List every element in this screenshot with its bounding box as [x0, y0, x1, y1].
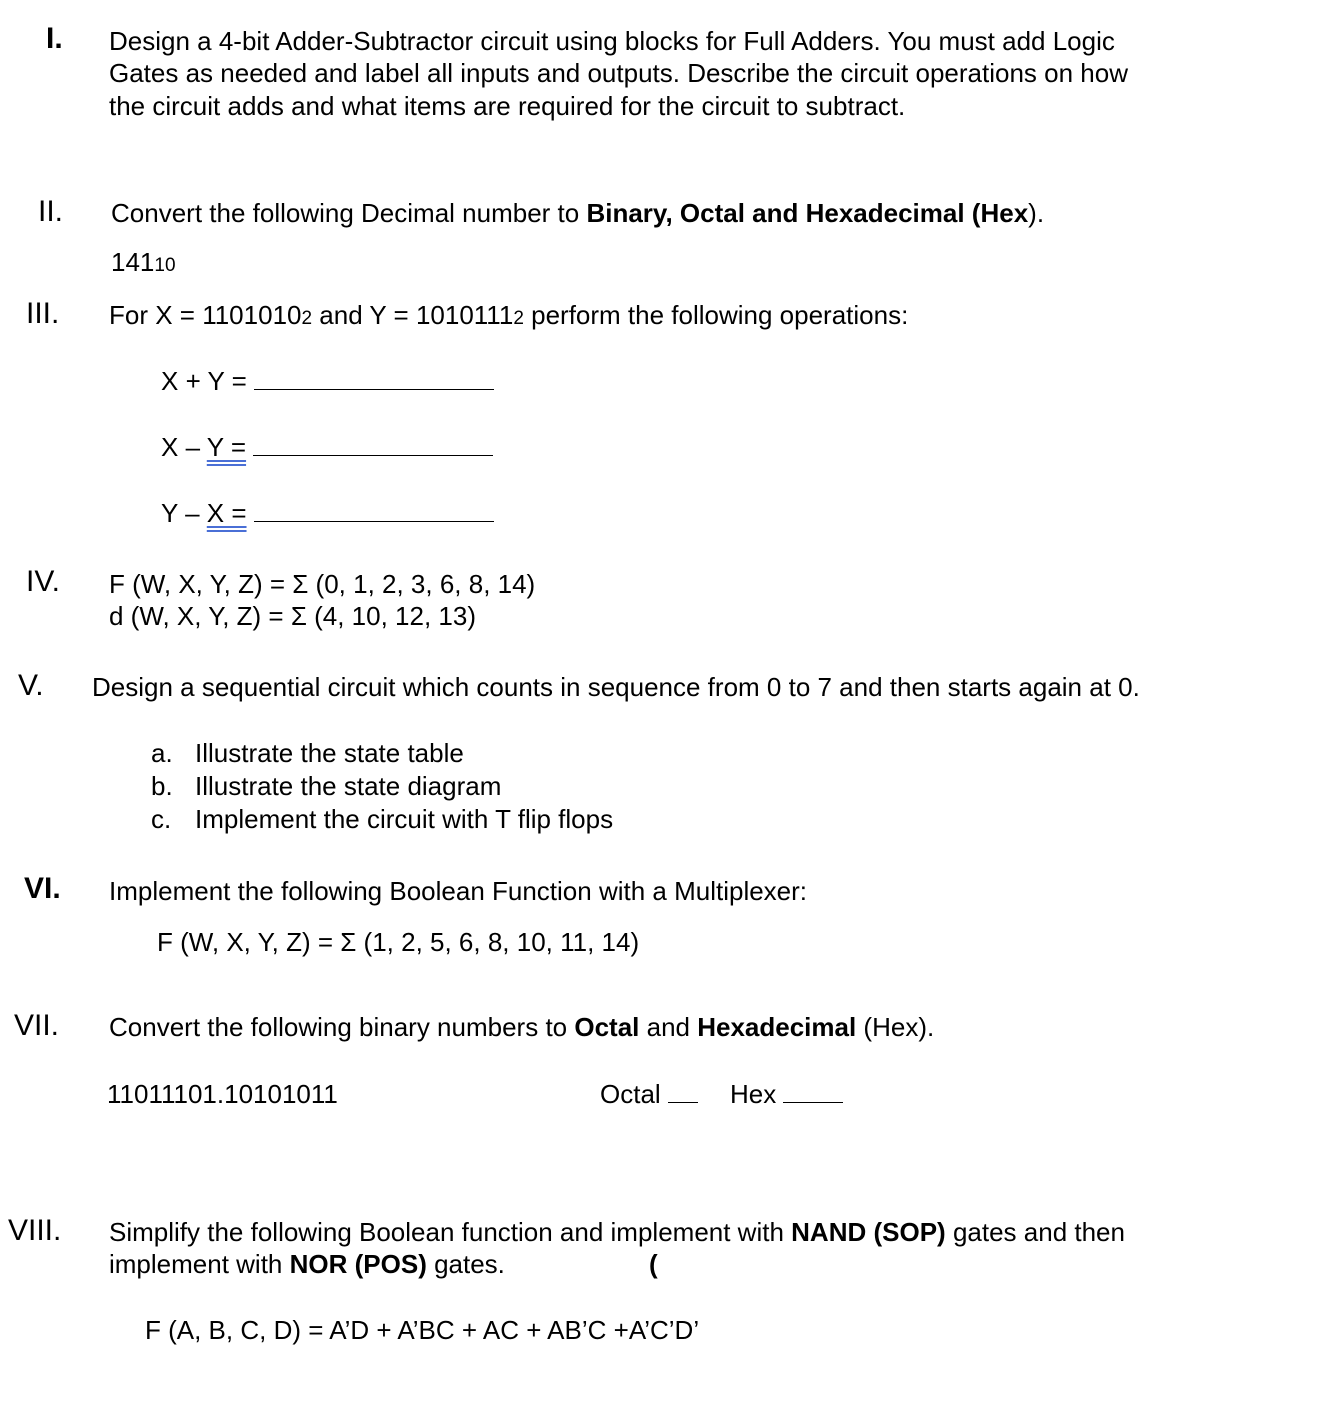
- q5-item-b-text: Illustrate the state diagram: [195, 771, 502, 801]
- q8-l2-b: gates.: [426, 1249, 505, 1279]
- q7-hex-answer-line: [783, 1101, 843, 1103]
- q5-text: Design a sequential circuit which counts in sequence from 0 to 7 and then starts again at 0.: [92, 672, 1140, 702]
- q7-hex-label: Hex: [730, 1079, 777, 1109]
- q8-line-1: [109, 1216, 1125, 1248]
- q7-bold-b: Hexadecimal: [697, 1012, 857, 1042]
- q7-hex: [730, 1078, 843, 1110]
- q8-paren: (: [649, 1249, 658, 1279]
- q8-l1-bold: NAND (SOP): [791, 1217, 946, 1247]
- q7-number: 11011101.10101011: [107, 1079, 338, 1109]
- q5-item-b-marker: b.: [151, 771, 173, 801]
- q7-text-a: Convert the following binary numbers to: [109, 1012, 575, 1042]
- q8-l1-a: Simplify the following Boolean function and implement with: [109, 1217, 792, 1247]
- q5-item-b: [151, 770, 501, 802]
- q5-item-a-text: Illustrate the state table: [195, 738, 464, 768]
- q7-octal-label: Octal: [600, 1079, 661, 1109]
- q3-intro-c: perform the following operations:: [523, 300, 909, 330]
- q3-op3: [161, 497, 494, 529]
- q3-op3-a: Y –: [161, 498, 207, 528]
- q3-base-y: 2: [513, 308, 524, 329]
- q8-l2-bold: NOR (POS): [289, 1249, 427, 1279]
- q2-text-end: ).: [1028, 198, 1045, 228]
- q8-line-2: [109, 1248, 505, 1280]
- q3-op2: [161, 431, 493, 463]
- q3-intro-a: For X = 1101010: [109, 300, 302, 330]
- q7-text: [109, 1011, 934, 1043]
- q8-l2-a: implement with: [109, 1249, 290, 1279]
- q5-item-c: [151, 803, 613, 835]
- q4-numeral: IV.: [26, 565, 60, 598]
- q2-number-value: 141: [111, 247, 155, 277]
- q3-intro-b: and Y = 1010111: [312, 300, 514, 330]
- q2-text: [111, 197, 1044, 229]
- q1-line-3: the circuit adds and what items are required for the circuit to subtract.: [109, 91, 906, 121]
- q3-op1: [161, 365, 494, 397]
- q3-op3-answer-line: [254, 520, 494, 522]
- q7-text-b: and: [639, 1012, 698, 1042]
- q3-op2-answer-line: [253, 454, 493, 456]
- q5-numeral: V.: [18, 669, 44, 702]
- q8-numeral: VIII.: [8, 1214, 62, 1247]
- q7-numeral: VII.: [14, 1009, 60, 1042]
- q8-l1-b: gates and then: [945, 1217, 1125, 1247]
- q3-op1-label: X + Y =: [161, 366, 247, 396]
- q7-octal: [600, 1078, 698, 1110]
- q4-line-1: F (W, X, Y, Z) = Σ (0, 1, 2, 3, 6, 8, 14): [109, 569, 536, 599]
- q5-item-c-text: Implement the circuit with T flip flops: [195, 804, 614, 834]
- q3-op2-a: X –: [161, 432, 207, 462]
- q8-function: F (A, B, C, D) = A’D + A’BC + AC + AB’C +A’C’D’: [145, 1315, 700, 1345]
- q3-numeral: III.: [26, 297, 60, 330]
- q3-base-x: 2: [301, 308, 313, 329]
- q7-text-c: (Hex).: [856, 1012, 935, 1042]
- q5-item-c-marker: c.: [151, 804, 172, 834]
- q3-op2-b: Y =: [206, 432, 247, 462]
- q2-number-base: 10: [154, 255, 176, 276]
- q1-line-1: Design a 4-bit Adder-Subtractor circuit using blocks for Full Adders. You must add Logic: [109, 26, 1115, 56]
- q6-text: Implement the following Boolean Function with a Multiplexer:: [109, 876, 808, 906]
- q7-octal-answer-line: [668, 1101, 698, 1103]
- q2-text-bold: Binary, Octal and Hexadecimal (Hex: [586, 198, 1029, 228]
- q3-intro: [109, 299, 908, 335]
- q4-line-2: d (W, X, Y, Z) = Σ (4, 10, 12, 13): [109, 601, 476, 631]
- q7-bold-a: Octal: [574, 1012, 640, 1042]
- q3-op3-b: X =: [206, 498, 247, 528]
- q1-numeral: I.: [46, 22, 63, 55]
- q2-number: [111, 246, 176, 282]
- q5-item-a: [151, 737, 464, 769]
- q6-function: F (W, X, Y, Z) = Σ (1, 2, 5, 6, 8, 10, 11, 14): [157, 927, 640, 957]
- q3-op1-answer-line: [254, 388, 494, 390]
- q1-line-2: Gates as needed and label all inputs and outputs. Describe the circuit operations on how: [109, 58, 1128, 88]
- q2-text-start: Convert the following Decimal number to: [111, 198, 587, 228]
- q6-numeral: VI.: [24, 872, 61, 905]
- q2-numeral: II.: [38, 195, 64, 228]
- q5-item-a-marker: a.: [151, 738, 173, 768]
